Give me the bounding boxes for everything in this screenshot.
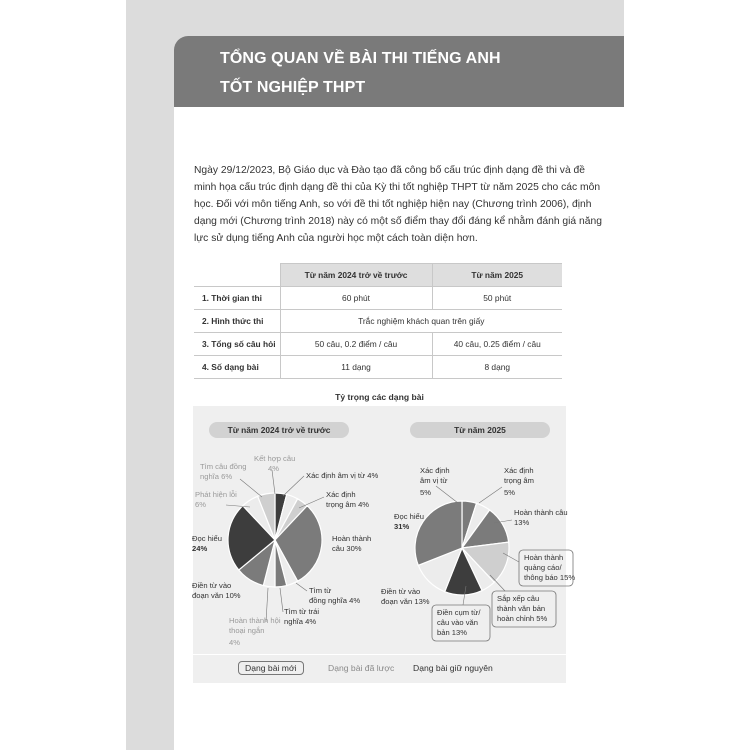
cell-new: 8 dạng: [432, 356, 562, 379]
label-hoan-thanh-right: Hoàn thành câu 13%: [514, 508, 568, 527]
chart-subtitle-new: Từ năm 2025: [410, 422, 550, 438]
label-cau-dong-nghia: Tìm câu đồng nghĩa 6%: [200, 462, 247, 481]
intro-paragraph: Ngày 29/12/2023, Bộ Giáo dục và Đào tạo đã công bố cấu trúc định dạng đề thi và đề minh họa cấu trúc định dạng đề thi của Kỳ thi tốt nghiệp THPT từ năm 2025 cho các môn học. Đối với môn tiếng Anh, so với đề thi tốt nghiệp hiện nay (Chương trình 2006), định dạng mới (Chương trình 2018) này có một số điểm thay đổi đáng kể nhằm đánh giá năng lực sử dụng tiếng Anh của người học một cách toàn diện hơn.: [194, 165, 602, 244]
cell-old: 50 câu, 0.2 điểm / câu: [280, 333, 432, 356]
label-am-vi: Xác định âm vị từ 4%: [306, 471, 379, 480]
cell-old: 60 phút: [280, 287, 432, 310]
label-ket-hop: Kết hợp câu 4%: [254, 454, 296, 473]
label-dong-nghia: Tìm từ đồng nghĩa 4%: [309, 586, 361, 605]
cell-new: 50 phút: [432, 287, 562, 310]
legend-retained-types: Dạng bài giữ nguyên: [413, 663, 493, 673]
chart-title: Tỷ trọng các dạng bài: [335, 392, 424, 402]
pie-chart-new: [415, 501, 509, 595]
label-am-vi-right: Xác định âm vị từ 5%: [420, 466, 450, 497]
label-trong-am-right: Xác định trọng âm 5%: [504, 466, 534, 497]
chart-subtitle-old: Từ năm 2024 trở về trước: [209, 422, 349, 438]
cell-new: 40 câu, 0.25 điểm / câu: [432, 333, 562, 356]
table-header-old: Từ năm 2024 trở về trước: [280, 264, 432, 287]
label-doc-hieu-right: Đọc hiểu 31%: [394, 512, 424, 531]
label-hoan-thanh-left: Hoàn thành câu 30%: [332, 534, 372, 553]
label-sap-xep: Sắp xếp câu thành văn bản hoàn chỉnh 5%: [497, 594, 548, 623]
section-title-line-1: TỔNG QUAN VỀ BÀI THI TIẾNG ANH: [220, 50, 501, 67]
label-dien-tu-right: Điền từ vào đoạn văn 13%: [381, 587, 430, 606]
cell-merged: Trắc nghiệm khách quan trên giấy: [280, 310, 562, 333]
label-dien-cum: Điền cụm từ/ câu vào văn bản 13%: [437, 608, 481, 637]
section-title-line-2: TỐT NGHIỆP THPT: [220, 79, 366, 96]
row-label: 2. Hình thức thi: [194, 310, 280, 333]
row-label: 3. Tổng số câu hỏi: [194, 333, 280, 356]
label-hoi-thoai: Hoàn thành hội thoại ngắn 4%: [229, 616, 281, 647]
label-quang-cao: Hoàn thành quảng cáo/ thông báo 15%: [524, 553, 576, 582]
row-label: 4. Số dạng bài: [194, 356, 280, 379]
label-trai-nghia: Tìm từ trái nghĩa 4%: [284, 607, 320, 626]
cell-old: 11 dạng: [280, 356, 432, 379]
label-trong-am: Xác định trọng âm 4%: [326, 490, 370, 509]
row-label: 1. Thời gian thi: [194, 287, 280, 310]
label-phat-hien: Phát hiện lỗi 6%: [195, 490, 237, 509]
legend-new-types: Dạng bài mới: [238, 661, 304, 675]
label-doc-hieu-left: Đọc hiểu 24%: [192, 534, 222, 553]
pie-chart-old: [228, 493, 322, 587]
label-dien-tu-left: Điền từ vào đoạn văn 10%: [192, 581, 241, 600]
table-header-new: Từ năm 2025: [432, 264, 562, 287]
legend-removed-types: Dạng bài đã lược: [328, 663, 395, 673]
